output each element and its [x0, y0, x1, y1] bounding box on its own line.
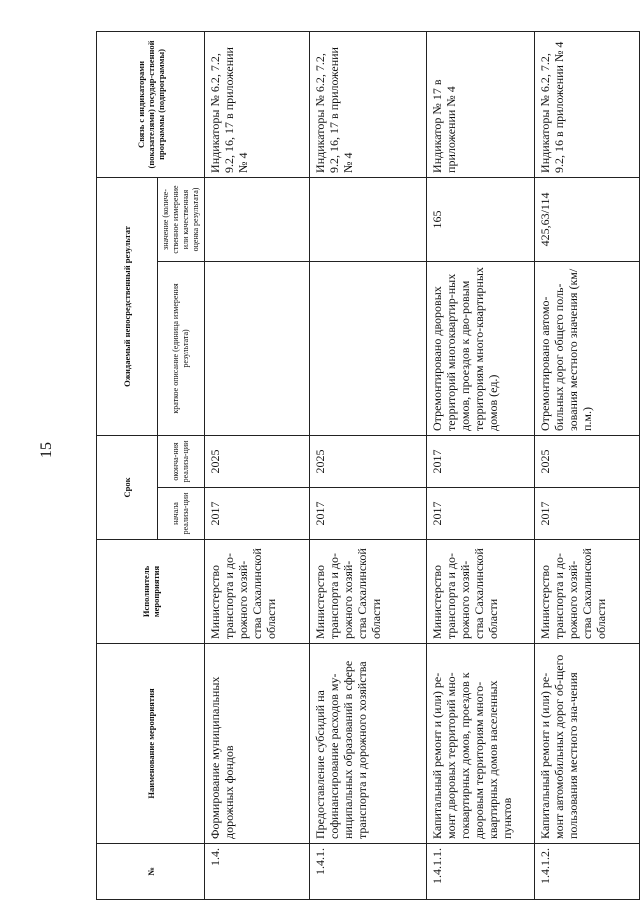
header-name: Наименование мероприятия [97, 644, 205, 844]
row-desc: Отремонтировано автомо-бильных дорог общего поль-зования местного значения (км/п.м.) [535, 261, 640, 435]
row-end: 2025 [535, 435, 640, 487]
header-term-end: оконча-ния реализа-ции [158, 435, 205, 487]
row-value: 165 [426, 177, 534, 261]
row-number: 1.4.1.1. [426, 844, 534, 900]
row-name: Капитальный ремонт и (или) ре-монт дворовых территорий мно-гоквартирных домов, проездов к дворовым территориям много-квартирных домов населенных пунктов [426, 644, 534, 844]
row-start: 2017 [309, 488, 426, 540]
table-row [535, 31, 640, 899]
row-value [205, 177, 310, 261]
table-row [205, 31, 310, 899]
table-row [309, 31, 426, 899]
row-link: Индикаторы № 6.2, 7.2, 9.2, 16, 17 в приложении № 4 [205, 31, 310, 177]
row-start: 2017 [205, 488, 310, 540]
header-num: № [97, 844, 205, 900]
row-number: 1.4.1.2. [535, 844, 640, 900]
row-executor: Министерство транспорта и до-рожного хозяй-ства Сахалинской области [426, 540, 534, 644]
table-row [426, 31, 534, 899]
row-number: 1.4. [205, 844, 310, 900]
row-start: 2017 [426, 488, 534, 540]
row-value [309, 177, 426, 261]
row-end: 2025 [205, 435, 310, 487]
row-number: 1.4.1. [309, 844, 426, 900]
row-name: Капитальный ремонт и (или) ре-монт автомобильных дорог об-щего пользования местного зна-чения [535, 644, 640, 844]
row-name: Формирование муниципальных дорожных фондов [205, 644, 310, 844]
header-result-desc: краткое описание (единица измерения результата) [158, 261, 205, 435]
header-result-value: значение (количе-ственное измерение или качественная оценка результата) [158, 177, 205, 261]
row-link: Индикатор № 17 в приложении № 4 [426, 31, 534, 177]
row-executor: Министерство транспорта и до-рожного хозяй-ства Сахалинской области [309, 540, 426, 644]
row-link: Индикаторы № 6.2, 7.2, 9.2, 16 в приложении № 4 [535, 31, 640, 177]
row-desc: Отремонтировано дворовых территорий многоквартир-ных домов, проездов к дво-ровым территориям много-квартирных домов (ед.) [426, 261, 534, 435]
page-number: 15 [38, 442, 55, 458]
row-desc [309, 261, 426, 435]
header-executor: Исполнитель мероприятия [97, 540, 205, 644]
header-term-start: начала реализа-ции [158, 488, 205, 540]
rotated-table-container [96, 32, 640, 900]
header-link: Связь с индикаторами (показателями) государ-ственной программы (подпрограммы) [97, 31, 205, 177]
row-start: 2017 [535, 488, 640, 540]
row-link: Индикаторы № 6.2, 7.2, 9.2, 16, 17 в приложении № 4 [309, 31, 426, 177]
header-result: Ожидаемый непосредственный результат [97, 177, 158, 435]
row-end: 2017 [426, 435, 534, 487]
row-end: 2025 [309, 435, 426, 487]
measures-table [96, 31, 640, 900]
row-desc [205, 261, 310, 435]
row-value: 425,63/114 [535, 177, 640, 261]
header-term: Срок [97, 435, 158, 539]
row-executor: Министерство транспорта и до-рожного хозяй-ства Сахалинской области [535, 540, 640, 644]
row-executor: Министерство транспорта и до-рожного хозяй-ства Сахалинской области [205, 540, 310, 644]
row-name: Предоставление субсидий на софинансирование расходов му-ниципальных образований в сфере транспорта и дорожного хозяйства [309, 644, 426, 844]
